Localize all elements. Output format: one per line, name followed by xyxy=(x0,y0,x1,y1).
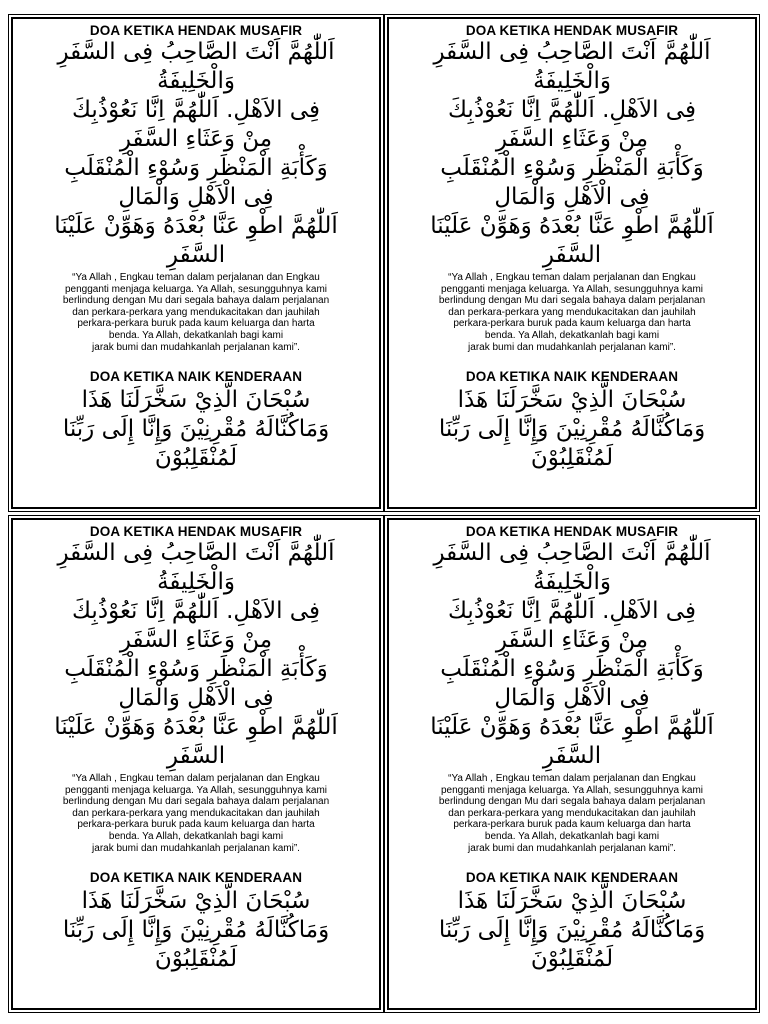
prayer-card xyxy=(11,17,381,509)
prayer-card xyxy=(387,518,757,1010)
card-heading-kenderaan: DOA KETIKA NAIK KENDERAAN xyxy=(465,369,679,385)
translation-line: benda. Ya Allah, dekatkanlah bagi kami xyxy=(108,830,284,842)
arabic-line: سُبْحَانَ الَّذِيْ سَخَّرَلَنَا هَذَا xyxy=(457,888,687,915)
arabic-line: فِى الاَهْلِ. اَللّٰهُمَّ اِنَّا نَعُوْذُبِكَ xyxy=(448,598,696,624)
arabic-line: فِى الاَهْلِ. اَللّٰهُمَّ اِنَّا نَعُوْذُبِكَ xyxy=(72,598,320,624)
translation-line: benda. Ya Allah, dekatkanlah bagi kami xyxy=(108,329,284,341)
card-heading-kenderaan: DOA KETIKA NAIK KENDERAAN xyxy=(89,369,303,385)
arabic-line: وَكَأْبَةِ الْمَنْظَرِ وَسُوْءِ الْمُنْقَلَبِ xyxy=(440,155,704,181)
prayer-card xyxy=(387,17,757,509)
arabic-line: فِى الْاَهْلِ وَالْمَالِ xyxy=(118,184,274,210)
translation-line: dan perkara-perkara yang mendukacitakan dan jauhilah xyxy=(72,306,320,318)
arabic-line: مِنْ وَعَثَاءِ السَّفَرِ xyxy=(495,627,649,653)
translation-line: berlindung dengan Mu dari segala bahaya dalam perjalanan xyxy=(62,796,330,808)
arabic-line: فِى الْاَهْلِ وَالْمَالِ xyxy=(494,685,650,711)
arabic-line: اَللّٰهُمَّ اطْوِ عَنَّا بُعْدَهُ وَهَوِّنْ عَلَيْنَا xyxy=(430,714,714,740)
arabic-line: مِنْ وَعَثَاءِ السَّفَرِ xyxy=(119,126,273,152)
arabic-line: السَّفَرِ xyxy=(542,743,602,769)
arabic-line: لَمُنْقَلِبُوْنَ xyxy=(530,946,614,973)
arabic-line: فِى الْاَهْلِ وَالْمَالِ xyxy=(494,184,650,210)
arabic-line: وَالْخَلِيفَةُ xyxy=(157,569,235,595)
translation-line: jarak bumi dan mudahkanlah perjalanan kami”. xyxy=(468,341,676,353)
arabic-line: وَالْخَلِيفَةُ xyxy=(533,68,611,94)
arabic-line: لَمُنْقَلِبُوْنَ xyxy=(154,445,238,472)
card-heading-musafir: DOA KETIKA HENDAK MUSAFIR xyxy=(465,524,679,539)
arabic-line: لَمُنْقَلِبُوْنَ xyxy=(530,445,614,472)
arabic-line: وَمَاكُنَّالَهُ مُقْرِنِيْنَ وَإِنَّا إِلَى رَبِّنَا xyxy=(438,416,706,443)
translation-line: benda. Ya Allah, dekatkanlah bagi kami xyxy=(484,830,660,842)
card-heading-musafir: DOA KETIKA HENDAK MUSAFIR xyxy=(465,23,679,38)
arabic-line: سُبْحَانَ الَّذِيْ سَخَّرَلَنَا هَذَا xyxy=(81,888,311,915)
translation-line: perkara-perkara buruk pada kaum keluarga dan harta xyxy=(453,819,691,831)
translation-line: pengganti menjaga keluarga. Ya Allah, sesungguhnya kami xyxy=(64,283,328,295)
card-heading-kenderaan: DOA KETIKA NAIK KENDERAAN xyxy=(89,870,303,886)
arabic-line: اَللّٰهُمَّ اطْوِ عَنَّا بُعْدَهُ وَهَوِّنْ عَلَيْنَا xyxy=(54,213,338,239)
arabic-line: اَللّٰهُمَّ اطْوِ عَنَّا بُعْدَهُ وَهَوِّنْ عَلَيْنَا xyxy=(54,714,338,740)
arabic-line: سُبْحَانَ الَّذِيْ سَخَّرَلَنَا هَذَا xyxy=(457,387,687,414)
arabic-line: السَّفَرِ xyxy=(166,242,226,268)
translation-line: “Ya Allah , Engkau teman dalam perjalanan dan Engkau xyxy=(448,272,696,283)
arabic-line: وَكَأْبَةِ الْمَنْظَرِ وَسُوْءِ الْمُنْقَلَبِ xyxy=(440,656,704,682)
arabic-line: اَللّٰهُمَّ اطْوِ عَنَّا بُعْدَهُ وَهَوِّنْ عَلَيْنَا xyxy=(430,213,714,239)
arabic-line: اَللّٰهُمَّ اَنْتَ الصَّاحِبُ فِى السَّفَرِ xyxy=(57,39,335,65)
arabic-line: فِى الاَهْلِ. اَللّٰهُمَّ اِنَّا نَعُوْذُبِكَ xyxy=(72,97,320,123)
arabic-line: السَّفَرِ xyxy=(166,743,226,769)
card-heading-musafir: DOA KETIKA HENDAK MUSAFIR xyxy=(89,23,303,38)
arabic-line: فِى الْاَهْلِ وَالْمَالِ xyxy=(118,685,274,711)
translation-line: perkara-perkara buruk pada kaum keluarga dan harta xyxy=(77,819,315,831)
prayer-card xyxy=(11,518,381,1010)
translation-block xyxy=(13,272,379,353)
translation-line: perkara-perkara buruk pada kaum keluarga dan harta xyxy=(453,318,691,330)
translation-line: pengganti menjaga keluarga. Ya Allah, sesungguhnya kami xyxy=(440,784,704,796)
translation-line: jarak bumi dan mudahkanlah perjalanan kami”. xyxy=(92,842,300,854)
translation-line: “Ya Allah , Engkau teman dalam perjalanan dan Engkau xyxy=(72,773,320,784)
arabic-line: اَللّٰهُمَّ اَنْتَ الصَّاحِبُ فِى السَّفَرِ xyxy=(433,540,711,566)
arabic-line: اَللّٰهُمَّ اَنْتَ الصَّاحِبُ فِى السَّفَرِ xyxy=(433,39,711,65)
arabic-line: وَالْخَلِيفَةُ xyxy=(157,68,235,94)
translation-line: berlindung dengan Mu dari segala bahaya dalam perjalanan xyxy=(438,796,706,808)
arabic-line: وَالْخَلِيفَةُ xyxy=(533,569,611,595)
arabic-line: مِنْ وَعَثَاءِ السَّفَرِ xyxy=(495,126,649,152)
translation-line: “Ya Allah , Engkau teman dalam perjalanan dan Engkau xyxy=(72,272,320,283)
arabic-line: لَمُنْقَلِبُوْنَ xyxy=(154,946,238,973)
translation-block xyxy=(13,773,379,854)
translation-line: benda. Ya Allah, dekatkanlah bagi kami xyxy=(484,329,660,341)
translation-line: dan perkara-perkara yang mendukacitakan dan jauhilah xyxy=(448,306,696,318)
arabic-line: مِنْ وَعَثَاءِ السَّفَرِ xyxy=(119,627,273,653)
translation-line: berlindung dengan Mu dari segala bahaya dalam perjalanan xyxy=(438,295,706,307)
arabic-line: السَّفَرِ xyxy=(542,242,602,268)
arabic-line: وَمَاكُنَّالَهُ مُقْرِنِيْنَ وَإِنَّا إِلَى رَبِّنَا xyxy=(62,416,330,443)
translation-line: jarak bumi dan mudahkanlah perjalanan kami”. xyxy=(468,842,676,854)
arabic-line: فِى الاَهْلِ. اَللّٰهُمَّ اِنَّا نَعُوْذُبِكَ xyxy=(448,97,696,123)
arabic-line: وَمَاكُنَّالَهُ مُقْرِنِيْنَ وَإِنَّا إِلَى رَبِّنَا xyxy=(62,917,330,944)
arabic-line: اَللّٰهُمَّ اَنْتَ الصَّاحِبُ فِى السَّفَرِ xyxy=(57,540,335,566)
card-heading-kenderaan: DOA KETIKA NAIK KENDERAAN xyxy=(465,870,679,886)
arabic-line: وَكَأْبَةِ الْمَنْظَرِ وَسُوْءِ الْمُنْقَلَبِ xyxy=(64,656,328,682)
arabic-line: سُبْحَانَ الَّذِيْ سَخَّرَلَنَا هَذَا xyxy=(81,387,311,414)
arabic-line: وَكَأْبَةِ الْمَنْظَرِ وَسُوْءِ الْمُنْقَلَبِ xyxy=(64,155,328,181)
translation-line: jarak bumi dan mudahkanlah perjalanan kami”. xyxy=(92,341,300,353)
translation-line: dan perkara-perkara yang mendukacitakan dan jauhilah xyxy=(72,807,320,819)
translation-line: pengganti menjaga keluarga. Ya Allah, sesungguhnya kami xyxy=(64,784,328,796)
arabic-line: وَمَاكُنَّالَهُ مُقْرِنِيْنَ وَإِنَّا إِلَى رَبِّنَا xyxy=(438,917,706,944)
translation-block xyxy=(389,272,755,353)
translation-line: berlindung dengan Mu dari segala bahaya dalam perjalanan xyxy=(62,295,330,307)
card-heading-musafir: DOA KETIKA HENDAK MUSAFIR xyxy=(89,524,303,539)
translation-line: dan perkara-perkara yang mendukacitakan dan jauhilah xyxy=(448,807,696,819)
translation-line: pengganti menjaga keluarga. Ya Allah, sesungguhnya kami xyxy=(440,283,704,295)
translation-line: perkara-perkara buruk pada kaum keluarga dan harta xyxy=(77,318,315,330)
translation-block xyxy=(389,773,755,854)
translation-line: “Ya Allah , Engkau teman dalam perjalanan dan Engkau xyxy=(448,773,696,784)
